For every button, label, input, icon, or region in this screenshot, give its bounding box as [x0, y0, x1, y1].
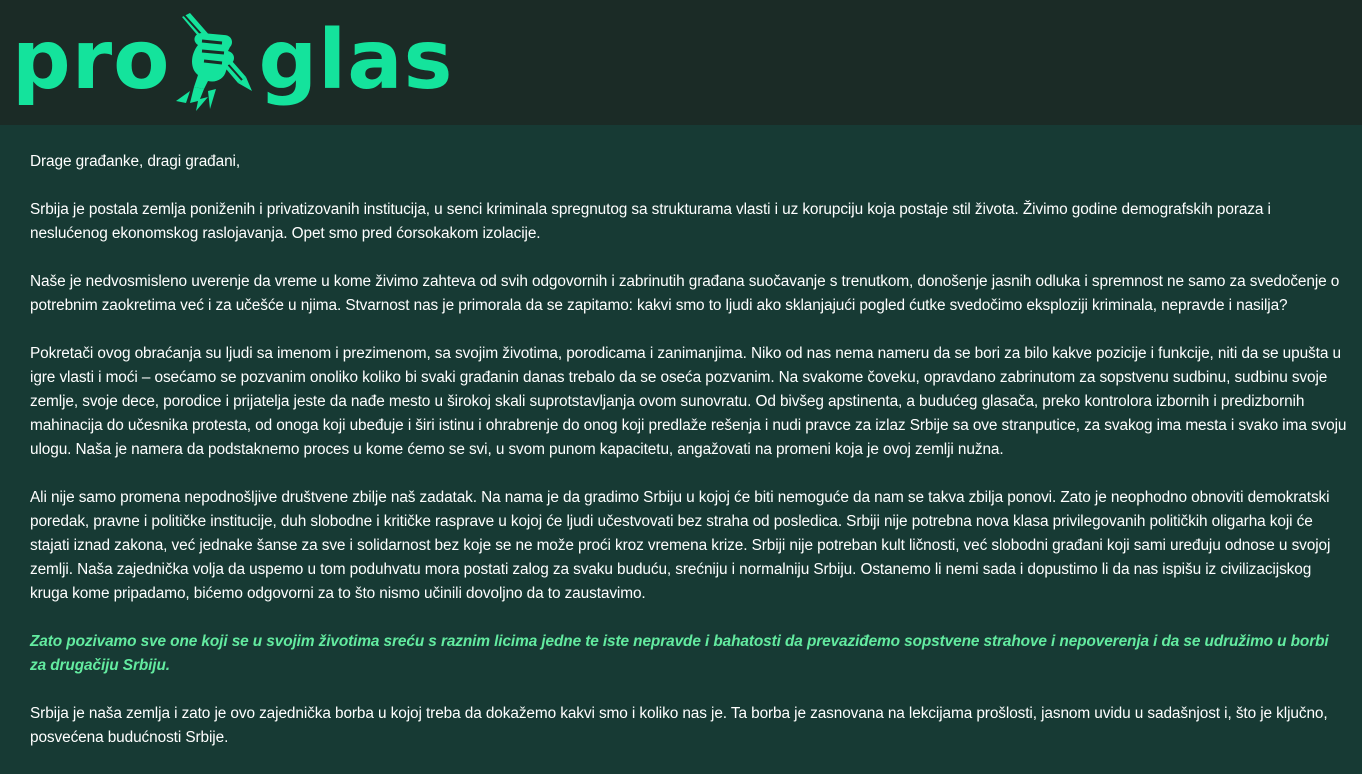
greeting: Drage građanke, dragi građani, — [30, 153, 241, 170]
logo-text-glas: glas — [258, 13, 454, 108]
manifesto-text — [30, 150, 1348, 774]
fist-with-pen-icon — [172, 11, 258, 111]
site-header — [0, 0, 1362, 125]
paragraph-3: Pokretači ovog obraćanja su ljudi sa imenom i prezimenom, sa svojim životima, porodicama i zanimanjima. Niko od nas nema nameru da se bori za bilo kakve pozicije i funkcije, niti da se upušta u igre vlasti i moći – osećamo se pozvanim onoliko koliko bi svaki građanin danas trebalo da se oseća pozvanim. Na svakome čoveku, opravdano zabrinutom za sopstvenu sudbinu, sudbinu svoje zemlje, svoje dece, porodice i prijatelja jeste da nađe mesto u širokoj skali suprotstavljanja ovom sunovratu. Od bivšeg apstinenta, a budućeg glasača, preko kontrolora izbornih i predizbornih mahinacija do učesnika protesta, od onoga koji ubeđuje i širi istinu i ohrabrenje do onog koji predlaže rešenja i nudi pravce za izlaz Srbije sa ove stranputice, za svakog ima mesta i svako ima svoju ulogu. Naša je namera da podstaknemo proces u kome ćemo se svi, u svom punom kapacitetu, angažovati na promeni koja je ovoj zemlji nužna. — [30, 345, 1347, 458]
logo-text-pro: pro — [12, 13, 171, 108]
closing-paragraph: Srbija je naša zemlja i zato je ovo zajednička borba u kojoj treba da dokažemo kakvi smo i koliko nas je. Ta borba je zasnovana na lekcijama prošlosti, jasnom uvidu u sadašnjost i, što je ključno, posvećena budućnosti Srbije. — [30, 705, 1328, 746]
proglas-logo[interactable] — [12, 6, 453, 116]
paragraph-2: Naše je nedvosmisleno uverenje da vreme u kome živimo zahteva od svih odgovornih i zabrinutih građana suočavanje s trenutkom, donošenje jasnih odluka i spremnost ne samo za svedočenje o potrebnim zaokretima već i za učešće u njima. Stvarnost nas je primorala da se zapitamo: kakvi smo to ljudi ako sklanjajući pogled ćutke svedočimo eksploziji kriminala, nepravde i nasilja? — [30, 273, 1340, 314]
call-to-action-paragraph: Zato pozivamo sve one koji se u svojim životima sreću s raznim licima jedne te iste nepravde i bahatosti da prevaziđemo sopstvene strahove i nepoverenja i da se udružimo u borbi za drugačiju Srbiju. — [30, 633, 1329, 674]
paragraph-4: Ali nije samo promena nepodnošljive društvene zbilje naš zadatak. Na nama je da gradimo Srbiju u kojoj će biti nemoguće da nam se takva zbilja ponovi. Zato je neophodno obnoviti demokratski poredak, pravne i političke institucije, duh slobodne i kritičke rasprave u kojoj će ljudi učestvovati bez straha od posledica. Srbiji nije potrebna nova klasa privilegovanih političkih oligarha koji će stajati iznad zakona, već jednake šanse za sve i solidarnost bez koje se ne može proći kroz vremena krize. Srbiji nije potreban kult ličnosti, već slobodni građani koji sami uređuju odnose u svojoj zemlji. Naša zajednička volja da uspemo u tom poduhvatu mora postati zalog za svaku buduću, srećniju i normalniju Srbiju. Ostanemo li nemi sada i dopustimo li da nas ispišu iz civilizacijskog kruga kome pripadamo, bićemo odgovorni za to što nismo učinili dovoljno da to zaustavimo. — [30, 489, 1331, 602]
paragraph-1: Srbija je postala zemlja poniženih i privatizovanih institucija, u senci kriminala spregnutog sa strukturama vlasti i uz korupciju koja postaje stil života. Živimo godine demografskih poraza i neslućenog ekonomskog raslojavanja. Opet smo pred ćorsokakom izolacije. — [30, 201, 1271, 242]
